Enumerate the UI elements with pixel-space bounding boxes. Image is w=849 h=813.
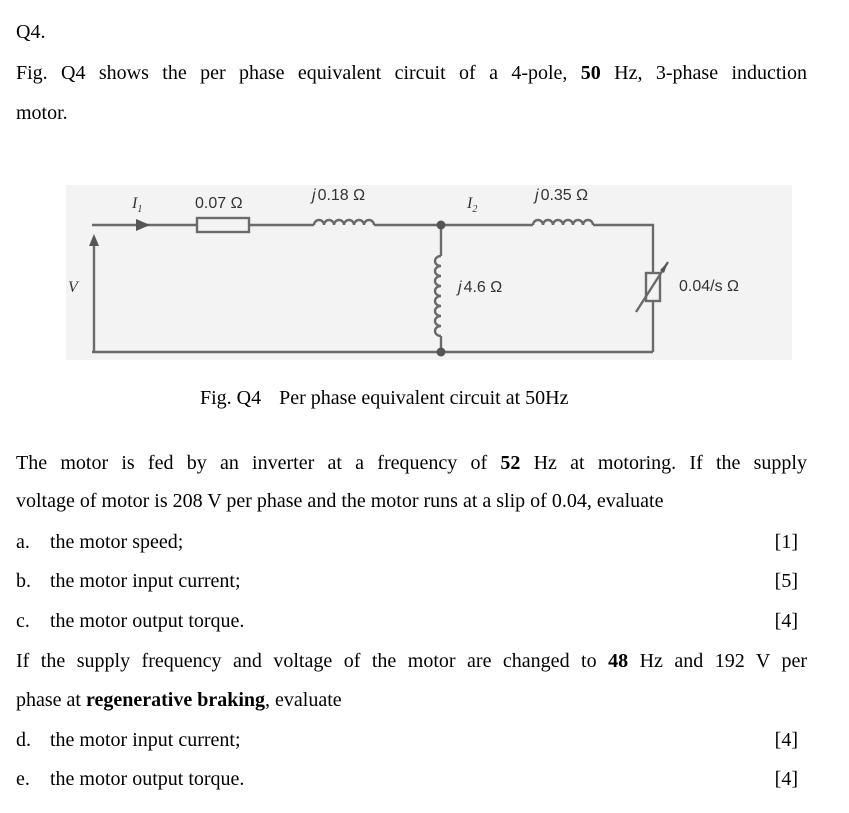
figure-caption	[200, 387, 568, 410]
intro-line-2: motor.	[16, 102, 68, 124]
marks-e: [4]	[774, 768, 798, 790]
sub-question-d: d. the motor input current; [4]	[16, 729, 798, 751]
caption-text: Per phase equivalent circuit at 50Hz	[279, 387, 569, 409]
para1-line-1: The motor is fed by an inverter at a frequency of 52 Hz at motoring. If the supply	[16, 452, 807, 474]
label-v: V	[68, 279, 78, 296]
label-x1: j 0.18 Ω	[312, 187, 366, 204]
node-top	[437, 221, 446, 230]
label-x2: j 0.35 Ω	[535, 187, 589, 204]
node-bottom	[437, 348, 446, 357]
marks-c: [4]	[774, 610, 798, 632]
label-xm: j 4.6 Ω	[458, 279, 503, 296]
para2-line-2: phase at regenerative braking, evaluate	[16, 689, 342, 711]
marks-a: [1]	[774, 531, 798, 553]
question-number: Q4.	[16, 21, 46, 43]
marks-d: [4]	[774, 729, 798, 751]
sub-question-a: a. the motor speed; [1]	[16, 531, 798, 553]
para1-line-2: voltage of motor is 208 V per phase and the motor runs at a slip of 0.04, evaluate	[16, 490, 664, 512]
label-i2: $I_2$	[467, 195, 478, 215]
label-i1: $I_1$	[132, 195, 143, 215]
para2-line-1: If the supply frequency and voltage of the motor are changed to 48 Hz and 192 V per	[16, 650, 807, 672]
sub-question-b: b. the motor input current; [5]	[16, 570, 798, 592]
label-r2: 0.04/s Ω	[679, 278, 739, 295]
marks-b: [5]	[774, 570, 798, 592]
label-r1: 0.07 Ω	[195, 195, 243, 212]
sub-question-e: e. the motor output torque. [4]	[16, 768, 798, 790]
intro-line-1: Fig. Q4 shows the per phase equivalent circuit of a 4-pole, 50 Hz, 3-phase induction	[16, 62, 807, 84]
sub-question-c: c. the motor output torque. [4]	[16, 610, 798, 632]
caption-label: Fig. Q4	[200, 387, 262, 409]
figure-background	[66, 185, 792, 360]
